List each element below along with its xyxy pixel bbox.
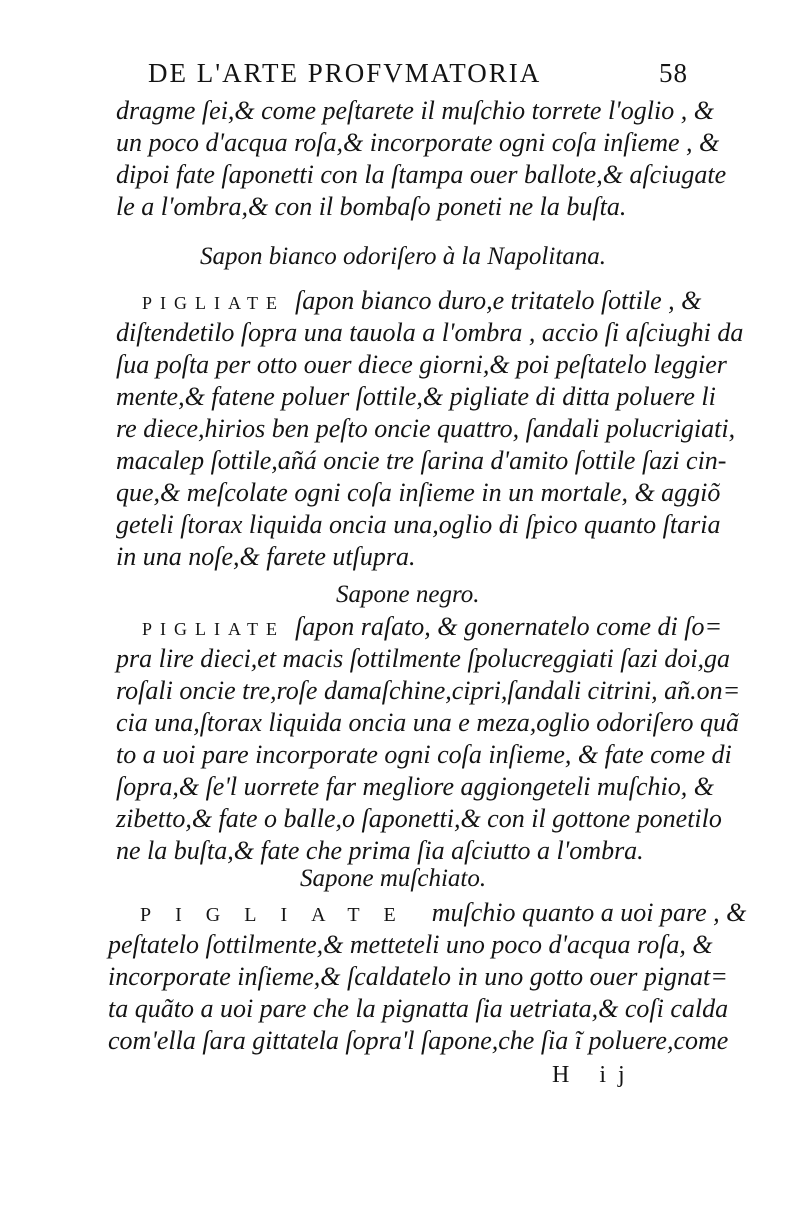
signature-mark: H ij (552, 1062, 637, 1088)
text-line: geteli ſtorax liquida oncia una,oglio di ſpico quanto ſtaria (116, 510, 721, 539)
text-line: in una noſe,& farete utſupra. (116, 542, 416, 571)
text-line: ne la buſta,& fate che prima ſia aſciutto a l'ombra. (116, 836, 644, 865)
running-title: DE L'ARTE PROFVMATORIA (148, 58, 542, 88)
text-line-content: ſapon bianco duro,e tritatelo ſottile , & (295, 286, 702, 315)
text-line: le a l'ombra,& con il bombaſo poneti ne la buſta. (116, 192, 627, 221)
text-line (140, 898, 746, 930)
text-line: re diece,hirios ben peſto oncie quattro, ſandali polucrigiati, (116, 414, 736, 443)
text-line: que,& meſcolate ogni coſa inſieme in un mortale, & aggiõ (116, 478, 721, 507)
text-line: peſtatelo ſottilmente,& metteteli uno poco d'acqua roſa, & (108, 930, 713, 959)
text-line: mente,& fatene poluer ſottile,& pigliate di ditta poluere li (116, 382, 716, 411)
recipe-lead-word: PIGLIATE (142, 619, 285, 639)
text-line: incorporate inſieme,& ſcaldatelo in uno gotto ouer pignat= (108, 962, 728, 991)
text-line: pra lire dieci,et macis ſottilmente ſpolucreggiati ſazi doi,ga (116, 644, 731, 673)
text-line: diſtendetilo ſopra una tauola a l'ombra , accio ſi aſciughi da (116, 318, 744, 347)
recipe-lead-word: PIGLIATE (140, 904, 420, 926)
text-line (142, 286, 701, 318)
text-line: zibetto,& fate o balle,o ſaponetti,& con il gottone ponetilo (116, 804, 722, 833)
text-line: dragme ſei,& come peſtarete il muſchio torrete l'oglio , & (116, 96, 714, 125)
section-heading: Sapone negro. (336, 581, 480, 608)
text-line: un poco d'acqua roſa,& incorporate ogni coſa inſieme , & (116, 128, 720, 157)
text-line: ta quãto a uoi pare che la pignatta ſia uetriata,& coſi calda (108, 994, 729, 1023)
text-line: roſali oncie tre,roſe damaſchine,cipri,ſandali citrini, añ.on= (116, 676, 741, 705)
text-line: to a uoi pare incorporate ogni coſa inſieme, & fate come di (116, 740, 732, 769)
section-heading: Sapone muſchiato. (300, 865, 487, 892)
text-line: macalep ſottile,añá oncie tre ſarina d'amito ſottile ſazi cin- (116, 446, 727, 475)
text-line-content: muſchio quanto a uoi pare , & (431, 898, 747, 927)
text-line: ſua poſta per otto ouer diece giorni,& poi peſtatelo leggier (116, 350, 727, 379)
text-line (142, 612, 722, 644)
text-line: com'ella ſara gittatela ſopra'l ſapone,che ſia ĩ poluere,come (108, 1026, 729, 1055)
page-number: 58 (659, 58, 688, 88)
text-line: dipoi fate ſaponetti con la ſtampa ouer ballote,& aſciugate (116, 160, 727, 189)
text-line: cia una,ſtorax liquida oncia una e meza,oglio odoriſero quã (116, 708, 739, 737)
running-head (148, 58, 688, 98)
text-line-content: ſapon raſato, & gonernatelo come di ſo= (295, 612, 723, 641)
section-heading: Sapon bianco odoriſero à la Napolitana. (200, 243, 607, 270)
text-line: ſopra,& ſe'l uorrete far megliore aggiongeteli muſchio, & (116, 772, 714, 801)
recipe-lead-word: PIGLIATE (142, 293, 285, 313)
